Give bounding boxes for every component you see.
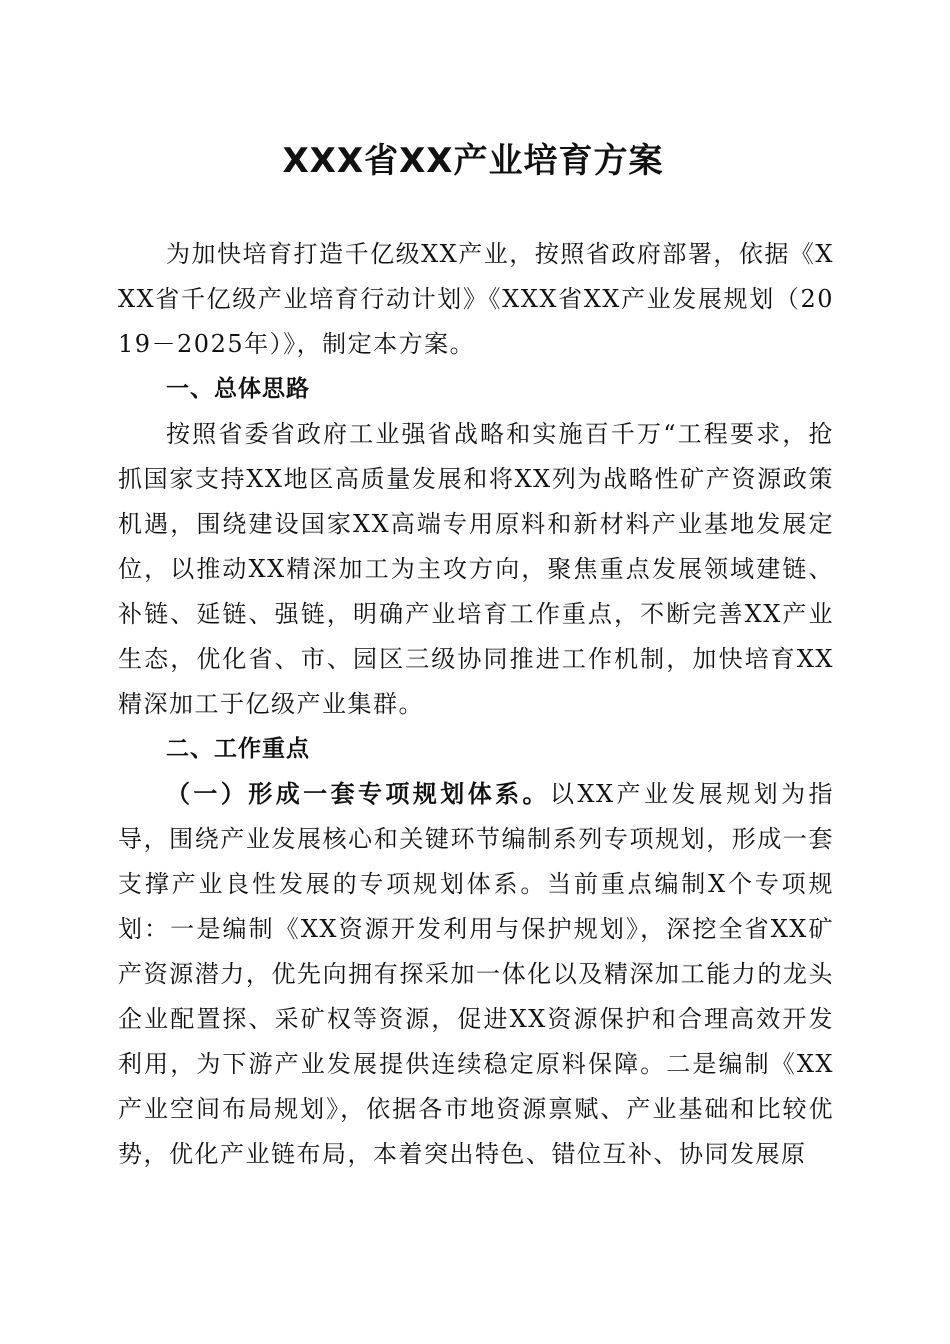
work-priority-item-1 <box>118 772 834 1177</box>
section-heading-work-priorities: 二、工作重点 <box>166 736 310 762</box>
intro-paragraph: 为加快培育打造千亿级XX产业，按照省政府部署，依据《XXX省千亿级产业培育行动计划》《XXX省XX产业发展规划（2019－2025年）》，制定本方案。 <box>118 240 834 358</box>
document-title: XXX省XX产业培育方案 <box>282 141 664 181</box>
item-1-lead: （一）形成一套专项规划体系。 <box>166 780 550 808</box>
overall-approach-paragraph: 按照省委省政府工业强省战略和实施百千万“工程要求，抢抓国家支持XX地区高质量发展和将XX列为战略性矿产资源政策机遇，围绕建设国家XX高端专用原料和新材料产业基地发展定位，以推动XX精深加工为主攻方向，聚焦重点发展领域建链、补链、延链、强链，明确产业培育工作重点，不断完善XX产业生态，优化省、市、园区三级协同推进工作机制，加快培育XX精深加工于亿级产业集群。 <box>118 420 834 718</box>
section-heading-overall-approach: 一、总体思路 <box>166 376 310 402</box>
document-body <box>118 232 834 1177</box>
item-1-body: 以XX产业发展规划为指导，围绕产业发展核心和关键环节编制系列专项规划，形成一套支撑产业良性发展的专项规划体系。当前重点编制X个专项规划：一是编制《XX资源开发利用与保护规划》，深挖全省XX矿产资源潜力，优先向拥有探采加一体化以及精深加工能力的龙头企业配置探、采矿权等资源，促进XX资源保护和合理高效开发利用，为下游产业发展提供连续稳定原料保障。二是编制《XX产业空间布局规划》，依据各市地资源禀赋、产业基础和比较优势，优化产业链布局，本着突出特色、错位互补、协同发展原 <box>118 780 835 1168</box>
